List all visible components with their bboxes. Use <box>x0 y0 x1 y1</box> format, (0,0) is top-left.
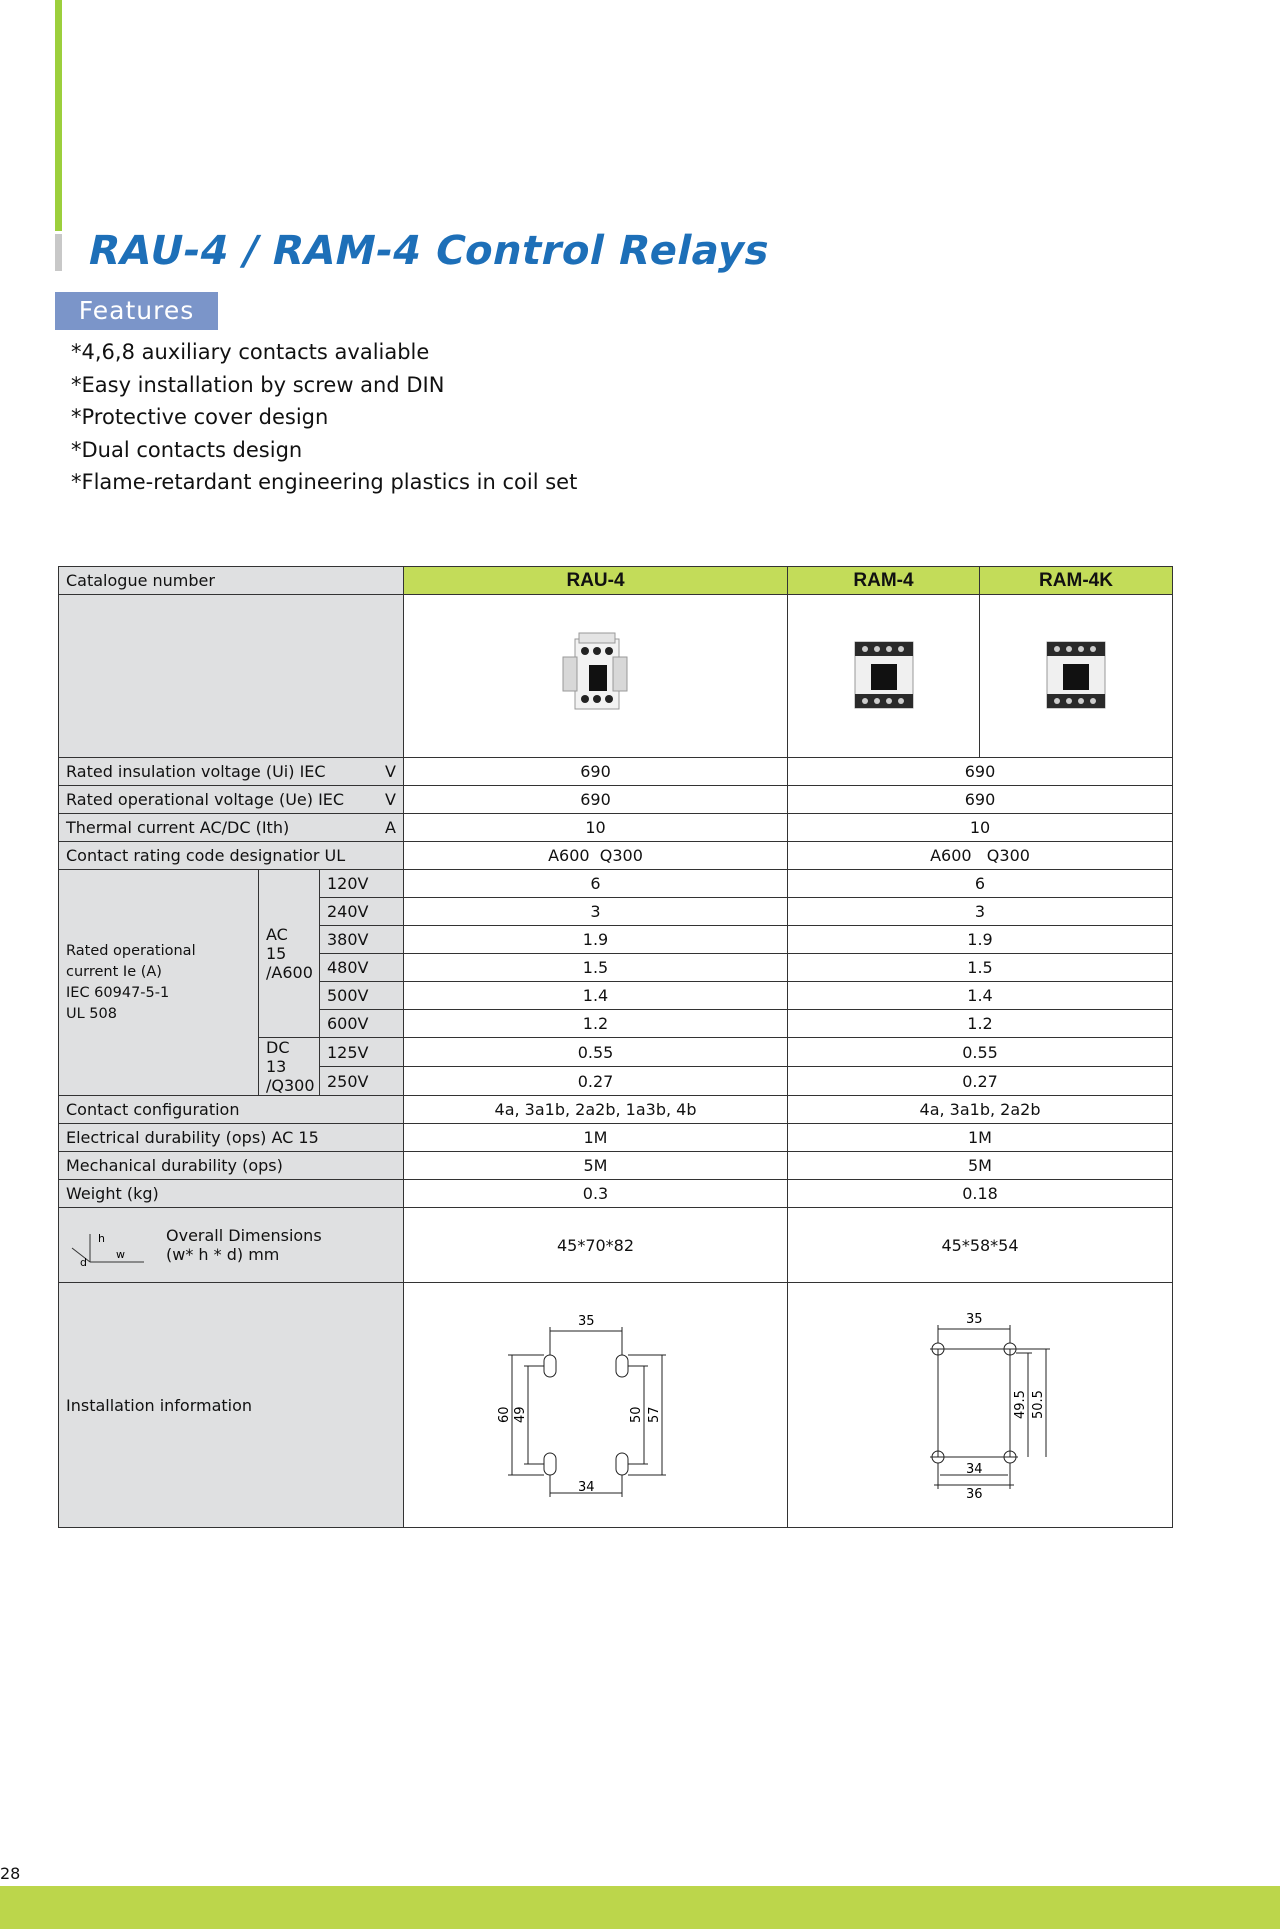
icon-h: h <box>98 1232 105 1245</box>
product-image-row <box>59 595 1173 758</box>
row-label: Thermal current AC/DC (Ith) <box>66 818 290 837</box>
table-row <box>59 786 1173 814</box>
title-marker <box>55 234 62 271</box>
rau-value: 10 <box>404 814 788 842</box>
ram-value: 1M <box>788 1124 1173 1152</box>
rau-value: 5M <box>404 1152 788 1180</box>
table-row <box>59 1124 1173 1152</box>
ram-value: 0.27 <box>788 1067 1173 1096</box>
feature-item: *Flame-retardant engineering plastics in coil set <box>71 470 578 494</box>
dimensions-units: (w* h * d) mm <box>166 1245 280 1264</box>
voltage-label: 125V <box>320 1038 404 1067</box>
table-row <box>59 1152 1173 1180</box>
dc-group-label: DC 13 /Q300 <box>259 1038 320 1096</box>
relay-image <box>1041 634 1111 714</box>
relay-image <box>849 634 919 714</box>
voltage-label: 240V <box>320 898 404 926</box>
rated-current-label: Rated operational current Ie (A) IEC 60947-5-1 UL 508 <box>59 870 259 1096</box>
ram-value: 1.2 <box>788 1010 1173 1038</box>
installation-row <box>59 1283 1173 1528</box>
voltage-label: 480V <box>320 954 404 982</box>
dim-label: 36 <box>966 1487 983 1502</box>
features-label: Features <box>55 292 218 330</box>
row-label: Electrical durability (ops) AC 15 <box>59 1124 404 1152</box>
table-row <box>59 1096 1173 1124</box>
table-header-row <box>59 567 1173 595</box>
ram-value: 1.4 <box>788 982 1173 1010</box>
mounting-diagram <box>486 1303 706 1503</box>
feature-item: *Dual contacts design <box>71 437 303 462</box>
rau-value: 6 <box>404 870 788 898</box>
spec-table <box>58 566 1173 1528</box>
dim-label: 35 <box>577 1314 595 1329</box>
rau-value: 0.27 <box>404 1067 788 1096</box>
dim-label: 60 <box>496 1406 512 1423</box>
page-title: RAU-4 / RAM-4 Control Relays <box>84 228 775 274</box>
model-ram4k: RAM-4K <box>980 567 1173 595</box>
table-row <box>59 814 1173 842</box>
model-ram4: RAM-4 <box>788 567 980 595</box>
ac-group-label: AC 15 /A600 <box>259 870 320 1038</box>
icon-w: w <box>116 1248 125 1261</box>
rau-dimensions: 45*70*82 <box>404 1208 788 1283</box>
ram-value: 3 <box>788 898 1173 926</box>
ram-value: 0.55 <box>788 1038 1173 1067</box>
row-label: Rated insulation voltage (Ui) IEC <box>66 762 326 781</box>
ram-dimensions: 45*58*54 <box>788 1208 1173 1283</box>
row-unit: V <box>385 790 396 809</box>
dim-label: 35 <box>966 1312 983 1327</box>
ram-value: 690 <box>788 758 1173 786</box>
dim-label: 49 <box>512 1406 528 1423</box>
table-row <box>59 870 1173 898</box>
ram-value: 4a, 3a1b, 2a2b <box>788 1096 1173 1124</box>
row-label: Contact configuration <box>59 1096 404 1124</box>
rau-value: 3 <box>404 898 788 926</box>
row-label: Contact rating code designatior UL <box>66 846 346 865</box>
ram-value: 1.9 <box>788 926 1173 954</box>
rau-value: 1.5 <box>404 954 788 982</box>
footer-bar <box>0 1886 1280 1929</box>
table-row <box>59 1180 1173 1208</box>
row-label: Rated operational voltage (Ue) IEC <box>66 790 345 809</box>
row-unit: V <box>385 762 396 781</box>
row-unit: A <box>385 818 396 837</box>
ram-value: 10 <box>788 814 1173 842</box>
rau-value: 1.4 <box>404 982 788 1010</box>
rau-mounting-diagram <box>404 1283 788 1528</box>
rau-value: 0.55 <box>404 1038 788 1067</box>
rau-value: 1M <box>404 1124 788 1152</box>
voltage-label: 120V <box>320 870 404 898</box>
row-label: Mechanical durability (ops) <box>59 1152 404 1180</box>
rau-value: 0.3 <box>404 1180 788 1208</box>
voltage-label: 600V <box>320 1010 404 1038</box>
rau-value: 690 <box>404 786 788 814</box>
icon-d: d <box>80 1256 87 1268</box>
installation-label: Installation information <box>59 1283 404 1528</box>
voltage-label: 250V <box>320 1067 404 1096</box>
feature-item: *Easy installation by screw and DIN <box>71 372 445 397</box>
ram-value: A600 Q300 <box>788 842 1173 870</box>
page-number: 28 <box>0 1864 21 1883</box>
features-list <box>71 336 577 499</box>
ram-value: 690 <box>788 786 1173 814</box>
ram-value: 1.5 <box>788 954 1173 982</box>
ram4-image <box>788 595 980 758</box>
dim-label: 50.5 <box>1031 1390 1046 1419</box>
dimensions-title: Overall Dimensions <box>166 1226 322 1245</box>
voltage-label: 380V <box>320 926 404 954</box>
model-rau4: RAU-4 <box>404 567 788 595</box>
voltage-label: 500V <box>320 982 404 1010</box>
table-row <box>59 758 1173 786</box>
dimensions-row <box>59 1208 1173 1283</box>
feature-item: *4,6,8 auxiliary contacts avaliable <box>71 340 430 364</box>
dim-label: 34 <box>577 1480 595 1495</box>
accent-bar <box>55 0 62 231</box>
ram-value: 0.18 <box>788 1180 1173 1208</box>
catalogue-label: Catalogue number <box>59 567 404 595</box>
dimensions-label-cell <box>59 1208 404 1283</box>
dimension-axes-icon <box>66 1222 146 1268</box>
relay-image <box>561 629 631 719</box>
row-label: Weight (kg) <box>59 1180 404 1208</box>
ram-value: 5M <box>788 1152 1173 1180</box>
rau-value: 4a, 3a1b, 2a2b, 1a3b, 4b <box>404 1096 788 1124</box>
dim-label: 34 <box>966 1462 983 1477</box>
mounting-diagram <box>870 1303 1090 1503</box>
ram-mounting-diagram <box>788 1283 1173 1528</box>
ram4k-image <box>980 595 1173 758</box>
rau4-image <box>404 595 788 758</box>
rau-value: A600 Q300 <box>404 842 788 870</box>
dim-label: 57 <box>646 1406 662 1423</box>
dim-label: 49.5 <box>1013 1390 1028 1419</box>
rau-value: 1.9 <box>404 926 788 954</box>
table-row <box>59 842 1173 870</box>
feature-item: *Protective cover design <box>71 405 329 429</box>
dim-label: 50 <box>628 1406 644 1423</box>
rau-value: 1.2 <box>404 1010 788 1038</box>
image-label-cell <box>59 595 404 758</box>
rau-value: 690 <box>404 758 788 786</box>
ram-value: 6 <box>788 870 1173 898</box>
